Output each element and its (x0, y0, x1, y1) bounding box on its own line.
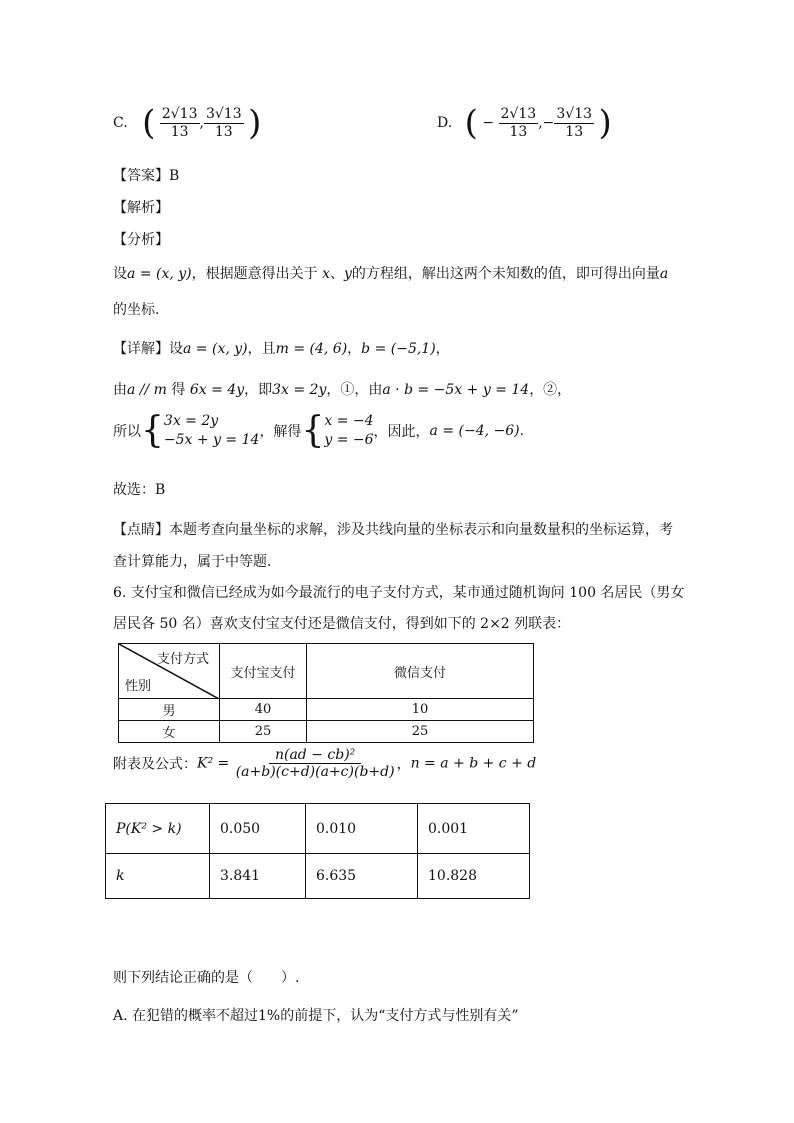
option-a: A. 在犯错的概率不超过1%的前提下，认为“支付方式与性别有关” (113, 1008, 519, 1024)
option-d-label: D. (437, 115, 453, 131)
table-row: 女 25 25 (119, 721, 534, 743)
critical-value-table (105, 803, 530, 899)
left-brace: { (141, 409, 164, 451)
analysis-line-1: 设a = (x, y)，根据题意得出关于 x、y的方程组，解出这两个未知数的值，即可得出向量a (113, 266, 669, 282)
contingency-table (118, 643, 534, 743)
table-row: P(K² > k) 0.050 0.010 0.001 (106, 804, 530, 854)
answer-line: 【答案】B (113, 168, 180, 184)
col-header-wechat: 微信支付 (307, 644, 534, 699)
question-prompt: 则下列结论正确的是（ ）. (113, 970, 300, 986)
equation-system: 3x = 2y −5x + y = 14 (163, 413, 260, 448)
detail-line-3: 所以{ 3x = 2y −5x + y = 14 ，解得{ x = −4 y = −6 ，因此，a = (−4, −6). (113, 409, 525, 451)
choose-line: 故选：B (113, 482, 166, 498)
dianjing-line-2: 查计算能力，属于中等题. (113, 554, 272, 570)
table-row: k 3.841 6.635 10.828 (106, 854, 530, 899)
option-c: C. ( $\frac{2√13}{13}$ , $\frac{3√13}{13}$ ) (113, 103, 262, 143)
table-row: 男 40 10 (119, 699, 534, 721)
solution-system: x = −4 y = −6 (324, 413, 374, 448)
question-6-line-2: 居民各 50 名）喜欢支付宝支付还是微信支付，得到如下的 2×2 列联表： (113, 616, 571, 632)
diagonal-header-cell: 支付方式 性别 (119, 644, 220, 699)
formula-line: 附表及公式：K² = $\frac{\text{n(ad − cb)²}}{(a+b)(c+d)(a+c)(b+d)}$ ，n = a + b + c + d (113, 747, 537, 781)
formula-fraction: $\frac{\text{n(ad − cb)²}}{(a+b)(c+d)(a+c)(b+d)}$ (235, 747, 395, 781)
fenxi-heading: 【分析】 (113, 232, 169, 248)
col-header-alipay: 支付宝支付 (220, 644, 307, 699)
left-brace: { (301, 409, 325, 451)
detail-line-2: 由a // m 得 6x = 4y，即3x = 2y，①，由a · b = −5x + y = 14，②， (113, 382, 572, 398)
jiexi-heading: 【解析】 (113, 200, 169, 216)
option-c-label: C. (113, 115, 128, 131)
dianjing-line-1: 【点睛】本题考查向量坐标的求解，涉及共线向量的坐标表示和向量数量积的坐标运算，考 (113, 522, 673, 538)
question-6-line-1: 6. 支付宝和微信已经成为如今最流行的电子支付方式，某市通过随机询问 100 名居民（男女 (113, 585, 685, 601)
analysis-line-2: 的坐标. (113, 302, 160, 318)
detail-line-1: 【详解】设a = (x, y)，且m = (4, 6)，b = (−5,1)， (113, 341, 450, 357)
option-d: D. ( − $\frac{2√13}{13}$ ,− $\frac{3√13}{13}$ ) (437, 103, 612, 143)
